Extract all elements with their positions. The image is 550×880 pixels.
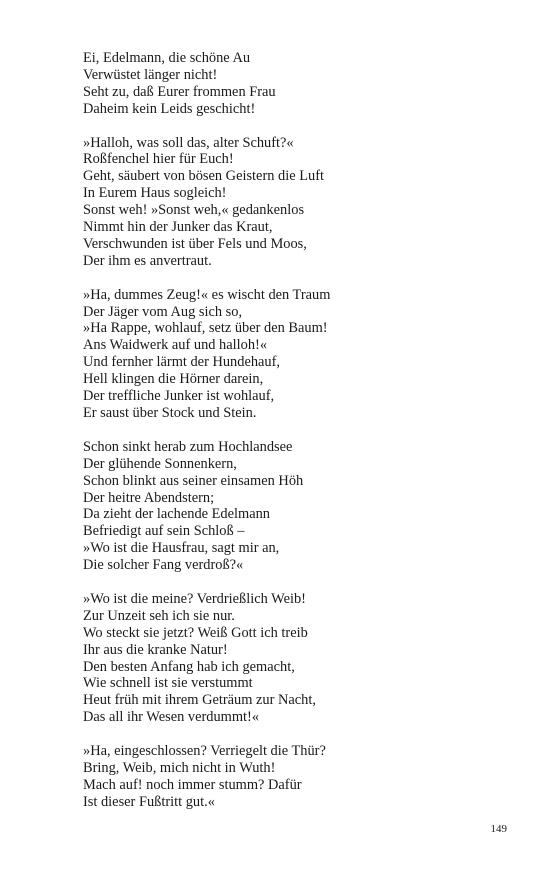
poem-text <box>83 50 503 828</box>
verse-line: Mach auf! noch immer stumm? Dafür <box>83 776 302 793</box>
verse-line: Wie schnell ist sie verstummt <box>83 675 253 692</box>
stanza-2 <box>83 135 503 270</box>
verse-line: Verwüstet länger nicht! <box>83 66 218 83</box>
verse-line: Zur Unzeit seh ich sie nur. <box>83 607 235 624</box>
verse-line: Der ihm es anvertraut. <box>83 252 212 269</box>
stanza-4 <box>83 439 503 574</box>
verse-line: »Wo ist die meine? Verdrießlich Weib! <box>83 590 306 607</box>
verse-line: Und fernher lärmt der Hundehauf, <box>83 354 280 371</box>
stanza-1 <box>83 50 503 118</box>
verse-line: Ihr aus die kranke Natur! <box>83 641 228 658</box>
verse-line: Geht, säubert von bösen Geistern die Luft <box>83 168 324 185</box>
verse-line: »Ha, dummes Zeug!« es wischt den Traum <box>83 286 331 303</box>
verse-line: Der treffliche Junker ist wohlauf, <box>83 388 275 405</box>
verse-line: Heut früh mit ihrem Geträum zur Nacht, <box>83 692 316 709</box>
stanza-5 <box>83 591 503 726</box>
verse-line: Ans Waidwerk auf und halloh!« <box>83 337 268 354</box>
verse-line: Hell klingen die Hörner darein, <box>83 371 264 388</box>
verse-line: Verschwunden ist über Fels und Moos, <box>83 235 307 252</box>
verse-line: Seht zu, daß Eurer frommen Frau <box>83 83 276 100</box>
verse-line: Bring, Weib, mich nicht in Wuth! <box>83 759 276 776</box>
verse-line: »Halloh, was soll das, alter Schuft?« <box>83 134 294 151</box>
verse-line: Die solcher Fang verdroß?« <box>83 557 244 574</box>
stanza-3 <box>83 287 503 422</box>
verse-line: »Ha Rappe, wohlauf, setz über den Baum! <box>83 320 328 337</box>
verse-line: Befriedigt auf sein Schloß – <box>83 523 245 540</box>
verse-line: Der Jäger vom Aug sich so, <box>83 303 243 320</box>
verse-line: Ei, Edelmann, die schöne Au <box>83 50 251 66</box>
verse-line: Das all ihr Wesen verdummt!« <box>83 709 260 726</box>
verse-line: Schon sinkt herab zum Hochlandsee <box>83 438 293 455</box>
verse-line: Daheim kein Leids geschicht! <box>83 100 256 117</box>
verse-line: Ist dieser Fußtritt gut.« <box>83 793 215 810</box>
verse-line: In Eurem Haus sogleich! <box>83 185 227 202</box>
verse-line: Der glühende Sonnenkern, <box>83 455 237 472</box>
verse-line: Da zieht der lachende Edelmann <box>83 506 270 523</box>
verse-line: Schon blinkt aus seiner einsamen Höh <box>83 472 304 489</box>
verse-line: Den besten Anfang hab ich gemacht, <box>83 658 295 675</box>
page-number: 149 <box>490 823 507 835</box>
verse-line: Der heitre Abendstern; <box>83 489 215 506</box>
verse-line: Er saust über Stock und Stein. <box>83 405 257 421</box>
verse-line: Roßfenchel hier für Euch! <box>83 151 234 168</box>
verse-line: Wo steckt sie jetzt? Weiß Gott ich treib <box>83 624 308 641</box>
verse-line: Nimmt hin der Junker das Kraut, <box>83 219 273 236</box>
verse-line: »Ha, eingeschlossen? Verriegelt die Thür? <box>83 743 326 760</box>
verse-line: Sonst weh! »Sonst weh,« gedankenlos <box>83 202 305 219</box>
stanza-6 <box>83 743 503 811</box>
verse-line: »Wo ist die Hausfrau, sagt mir an, <box>83 540 280 557</box>
